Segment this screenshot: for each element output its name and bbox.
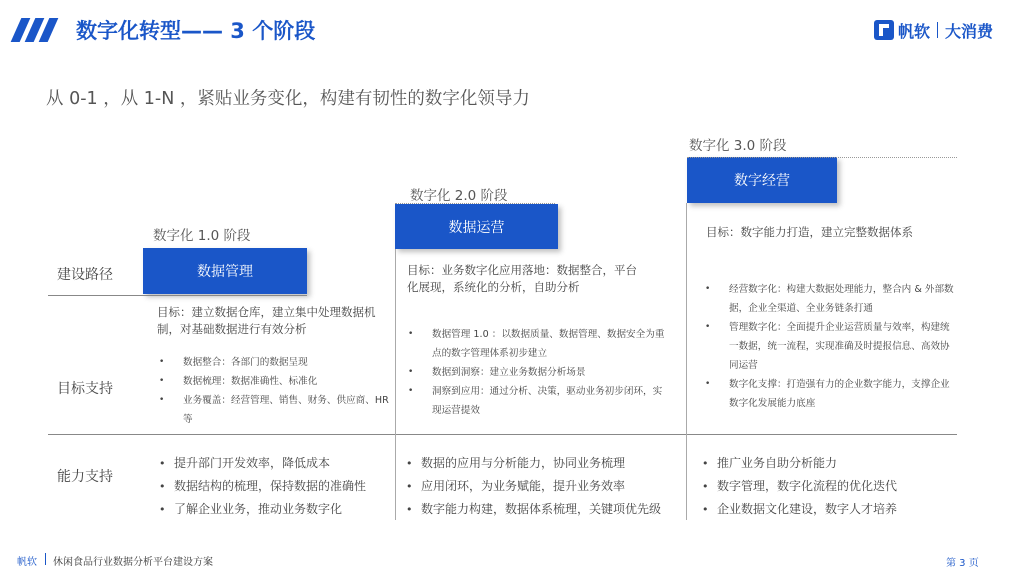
stage-3-goal: 目标：数字能力打造，建立完整数据体系 bbox=[706, 225, 913, 239]
stage-1-goal: 目标：建立数据仓库，建立集中处理数据机制，对基础数据进行有效分析 bbox=[157, 305, 376, 336]
stage-2-box: 数据运营 bbox=[395, 204, 558, 249]
stage-2-goal-list bbox=[398, 325, 670, 420]
list-item: • 应用闭环，为业务赋能，提升业务效率 bbox=[404, 475, 661, 498]
goal-row-divider bbox=[48, 434, 957, 435]
stage-1-goal-list bbox=[157, 353, 392, 429]
stage-1-box: 数据管理 bbox=[143, 248, 307, 294]
list-item: • 数据整合：各部门的数据呈现 bbox=[157, 353, 392, 372]
list-item: • 企业数据文化建设，数字人才培养 bbox=[700, 498, 897, 521]
stage-2-goal: 目标：业务数字化应用落地：数据整合，平台化展现，系统化的分析，自助分析 bbox=[407, 263, 637, 294]
stage-3-box: 数字经营 bbox=[687, 157, 837, 203]
stage-3-top-line bbox=[687, 157, 957, 158]
title-slash-decoration bbox=[12, 18, 58, 42]
footer-brand: 帆软 bbox=[17, 557, 37, 568]
page-title: 数字化转型—— 3 个阶段 bbox=[76, 19, 316, 43]
row-label-path: 建设路径 bbox=[57, 267, 113, 283]
row-label-capability: 能力支持 bbox=[57, 469, 113, 485]
list-item: • 数字化支撑：打造强有力的企业数字能力，支撑企业数字化发展能力底座 bbox=[703, 375, 959, 413]
stage-2-top-line bbox=[395, 203, 555, 204]
fanruan-logo-icon bbox=[874, 20, 894, 40]
logo-divider bbox=[937, 22, 938, 38]
logo-sub-text: 大消费 bbox=[945, 21, 994, 41]
stage-1-capability-list bbox=[157, 452, 366, 521]
column-divider-1 bbox=[395, 249, 396, 520]
list-item: • 洞察到应用：通过分析、决策，驱动业务初步闭环，实现运营提效 bbox=[398, 382, 670, 420]
list-item: • 数据结构的梳理，保持数据的准确性 bbox=[157, 475, 366, 498]
stage-3-label: 数字化 3.0 阶段 bbox=[689, 138, 787, 154]
logo-brand-text: 帆软 bbox=[898, 21, 931, 41]
column-divider-2 bbox=[686, 203, 687, 520]
list-item: • 数字管理，数字化流程的优化迭代 bbox=[700, 475, 897, 498]
list-item: • 管理数字化：全面提升企业运营质量与效率，构建统一数据，统一流程，实现准确及时提报信息、高效协同运营 bbox=[703, 318, 959, 375]
stage-2-capability-list bbox=[404, 452, 661, 521]
footer-page-number: 第 3 页 bbox=[946, 558, 979, 569]
list-item: • 数据梳理：数据准确性、标准化 bbox=[157, 372, 392, 391]
list-item: • 业务覆盖：经营管理、销售、财务、供应商、HR 等 bbox=[157, 391, 392, 429]
list-item: • 提升部门开发效率，降低成本 bbox=[157, 452, 366, 475]
footer-document-title: 休闲食品行业数据分析平台建设方案 bbox=[53, 557, 213, 568]
list-item: • 数据的应用与分析能力，协同业务梳理 bbox=[404, 452, 661, 475]
page-subtitle: 从 0-1 ，从 1-N ，紧贴业务变化，构建有韧性的数字化领导力 bbox=[46, 89, 530, 109]
list-item: • 经营数字化：构建大数据处理能力，整合内 & 外部数据，企业全渠道、全业务链条打通 bbox=[703, 280, 959, 318]
stage-3-goal-list bbox=[703, 280, 959, 413]
brand-logo bbox=[874, 18, 993, 42]
stage-2-label: 数字化 2.0 阶段 bbox=[410, 188, 508, 204]
list-item: • 推广业务自助分析能力 bbox=[700, 452, 897, 475]
list-item: • 数据到洞察：建立业务数据分析场景 bbox=[398, 363, 670, 382]
footer-divider bbox=[45, 553, 46, 565]
list-item: • 数据管理 1.0 ：以数据质量、数据管理、数据安全为重点的数字管理体系初步建立 bbox=[398, 325, 670, 363]
path-row-divider bbox=[48, 295, 307, 296]
list-item: • 数字能力构建，数据体系梳理，关键项优先级 bbox=[404, 498, 661, 521]
list-item: • 了解企业业务，推动业务数字化 bbox=[157, 498, 366, 521]
stage-3-capability-list bbox=[700, 452, 897, 521]
row-label-goal: 目标支持 bbox=[57, 381, 113, 397]
stage-1-label: 数字化 1.0 阶段 bbox=[153, 228, 251, 244]
